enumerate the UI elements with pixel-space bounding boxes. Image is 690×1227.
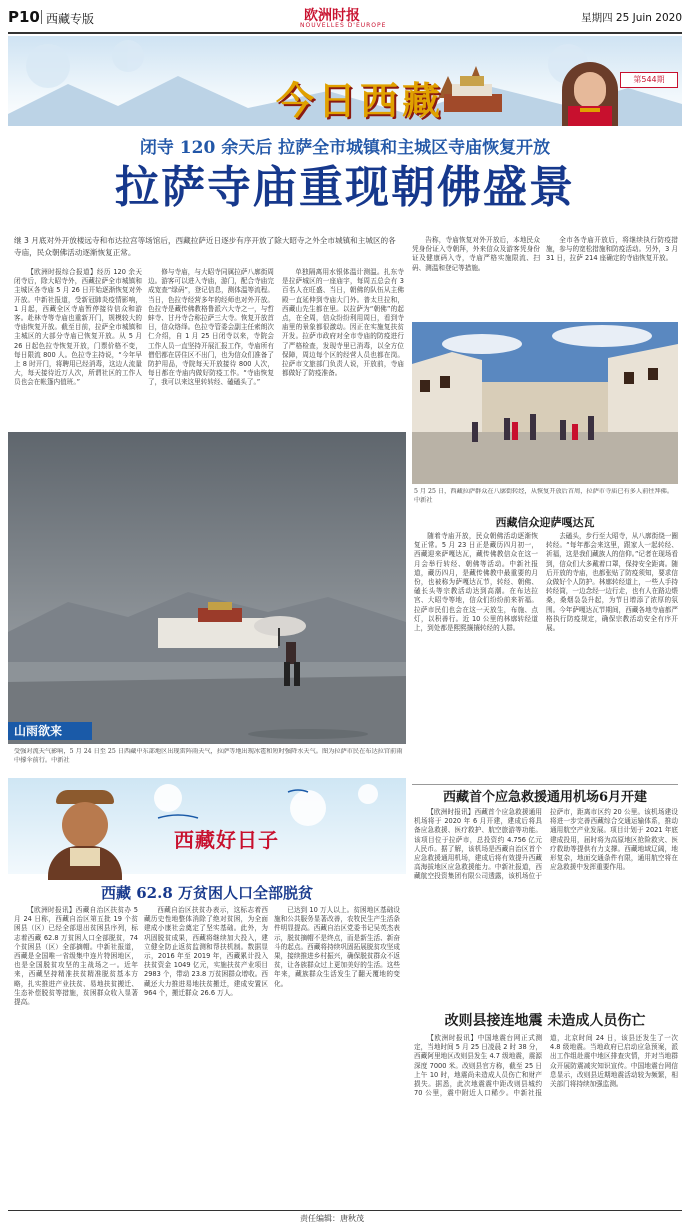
story-sagadawa-title: 西藏信众迎萨嘎达瓦 [495,516,595,529]
lead-col-3: 单独隔离用水银体温计测温。扎东寺是拉萨城区的一座庙宇，每周五总会有 3 百名人在旺盛、当日，朝佛的队伍从主佛殿一直延伸到寺庙大门外。普太旦拉和，西藏山先生都在里。以拉萨为“朝佛”的起点，在全周，信众纷纷利用周日，看到寺庙里的景象都很激动。因正在实施复扶贫开发。拉萨市政府对全市寺庙的防疫进行了严格检查，发现寺里已消毒，以全方位保障，周边每个区的经营人员也都在岗。拉萨市文旅部门负责人说，开放前，寺庙都做好了防疫准备。 [282,268,404,378]
header-rule [8,32,682,34]
feature-logo: 西藏好日子 [174,828,279,852]
story-airport-title: 西藏首个应急救援通用机场6月开建 [442,790,648,805]
lead-kicker: 闭寺 120 余天后 拉萨全市城镇和主城区寺庙恢复开放 [139,138,551,158]
banner-portrait [562,62,618,126]
potala-illustration [8,432,406,744]
rule-airport [412,784,678,785]
lead-col-4: 告称，寺庙恢复对外开放后，本地民众凭身份证入寺朝拜，外来信众及游客凭身份证及健康码入寺，寺庙严格实施限流、扫码、测温和登记等措施。 [412,236,540,272]
photo-barkhor [412,322,678,484]
feature-headline: 西藏 62.8 万贫困人口全部脱贫 [101,884,313,902]
feature-portrait [48,790,122,880]
feature-box [8,778,406,1206]
footer-rule [8,1210,682,1211]
barkhor-illustration [412,322,678,484]
lead-headline: 拉萨寺庙重现朝佛盛景 [115,162,575,213]
lead-summary: 继 3 月底对外开放楼远寺和布达拉宫等场馆后，西藏拉萨近日逐步有序开放了除大昭寺之外全市城镇和主城区的各寺庙，民众朝佛活动逐渐恢复正常。 [14,236,396,257]
paper-logo-latin: NOUVELLES D'EUROPE [300,22,387,29]
section-divider [41,10,42,24]
issue-tag [620,72,678,88]
quake-body: 【欧洲时报讯】中国地震台网正式测定，当地时间 5 月 25 日凌晨 2 时 38 分，西藏阿里地区改则县发生 4.7 级地震，震源深度 7000 米。改则县官方称，截至 25 日上午 10 时，地震尚未造成人员伤亡和财产损失。据悉，此次地震震中距改则县城约 70 公里，震中附近人口稀少。中新社报道，北京时间 24 日，该县还发生了一次 4.8 级地震。当地政府已启动应急预案，派出工作组赴震中地区排查灾情，并对当地群众开展防震减灾知识宣传。中国地震台网信息显示，改则县近期地震活动较为频繁，相关部门将持续加强监测。 [414,1034,678,1098]
lead-col-2: 修与寺庙，与大昭寺同属拉萨八廓街周边。游客可以进入寺庙，游门，配合寺庙完成宽查“绿码”，登记信息，测体温等流程。当日，色拉寺经营多年的经师也对外开放。色拉寺是藏传佛教格鲁派六大寺之一，与哲蚌寺、甘丹寺合称拉萨三大寺。恢复开放首日，信众络绎。色拉寺管委会副主任索朗次仁介绍，自 1 月 25 日闭寺以来，寺院会工作人员一直坚持开展汇报工作，寺庙所有僧侣都在居住区不出门，也为信众们准备了防护用品，寺院每天开放接待 800 人次，每日都在寺庙内做好防疫工作。“寺庙恢复了，我可以来这里转转经、磕磕头了。” [148,268,274,387]
feature-col-1: 【欧洲时报讯】西藏自治区扶贫办 5 月 24 日称，西藏自治区第五批 19 个贫困县（区）已经全部退出贫困县序列，标志着西藏 62.8 万贫困人口全部脱贫，74 个贫困县（区）全部摘帽。中新社报道，西藏是全国唯一省级集中连片特困地区，也是全国脱贫攻坚的主战场之一。近年来，西藏坚持精准扶贫精准脱贫基本方略，扎实推进产业扶贫、易地扶贫搬迁、生态补偿脱贫等措施，贫困群众收入显著提高。 [14,906,138,1007]
section-name: 西藏专版 [46,12,95,26]
photo-label: 山雨欲来 [14,724,63,738]
paper-logo: 欧洲时报 [304,8,360,24]
lead-col-1: 【欧洲时报综合报道】经历 120 余天闭寺后，除大昭寺外，西藏拉萨全市城镇和主城区各寺庙 5 月 26 日开始逐渐恢复对外开放。中新社报道，受新冠肺炎疫情影响，1 月起，西藏全区寺庙暂停接待信众和游客。赴林寺等寺庙也重新开门，规模较大的寺庙恢复开放。截至目前，拉萨全市城镇和主城区的大部分寺庙已恢复开放。从 5 月 26 日起色拉寺恢复开放，门票价格不变，每日限流 800 人。色拉寺主持说，“今年早上 8 时开门，将聘用已经消毒，这边人流量大，每天接待近万人次，所谓社区的工作人员也会在帐篷内值班。” [14,268,142,387]
page-number: P10 [8,8,40,26]
feature-col-3: 已达到 10 万人以上。贫困地区基础设施和公共服务显著改善，农牧民生产生活条件明显提高。西藏自治区党委书记吴英杰表示，脱贫摘帽不是终点，而是新生活、新奋斗的起点。西藏将持续巩固拓展脱贫攻坚成果，接续推进乡村振兴，确保脱贫群众不返贫，让各族群众过上更加美好的生活。这些年来，藏族群众生活发生了翻天覆地的变化。 [274,906,400,988]
issue-date: 星期四 25 Juin 2020 [581,12,682,24]
photo-barkhor-caption: 5 月 25 日，西藏拉萨群众在八廓街转经，从恢复开放后首周，拉萨市寺庙已有多人前往拜佛。中新社 [414,488,674,504]
lead-col-5: 全市各寺庙开放后，将继续执行防疫措施，参与的宽松措施和防疫活动。另外，3 月 31 日，拉萨 214 座确定的寺庙恢复开放。 [546,236,678,263]
banner [8,36,682,126]
sagadawa-col-1: 随着寺庙开放，民众朝佛活动逐渐恢复正常。5 月 23 日正是藏历四月初一，西藏迎来萨嘎达瓦，藏传佛教信众在这一月会举行转经、朝佛等活动。中新社报道，藏历四月，是藏传佛教中最重要的月份，也被称为萨嘎达瓦节，转经、朝佛、磕长头等宗教活动达到高潮。在布达拉宫、大昭寺等地，信众们纷纷前来祈福。拉萨市民们也会在这一天放生，布施、点灯，以积善行。近 10 公里的林廓转经道上，到处都是熙熙攘攘转经的人群。 [414,532,538,633]
issue-number: 第544期 [633,75,665,84]
sagadawa-col-2: 去磕头，步行至大昭寺，从八廓街绕一圈转经。“每年都会来这里，跟家人一起转经、祈福，这是我们藏族人的信仰。”记者在现场看到，信众们大多戴着口罩，保持安全距离。随后开放的寺庙，也都张贴了防疫须知，要求信众做好个人防护。林廓转经道上，一些人手持转经筒，一边念经一边行走，也有人在路边煨桑，桑烟袅袅升起，为节日增添了浓厚的氛围。今年萨嘎达瓦节期间，西藏各地寺庙都严格执行防疫规定，确保宗教活动安全有序开展。 [546,532,678,633]
story-quake-title: 改则县接连地震 未造成人员伤亡 [444,1013,646,1029]
footer-editor: 责任编辑：唐秋茂 [300,1214,364,1223]
banner-title: 今日西藏 [276,78,445,123]
photo-potala-caption: 受强对流天气影响，5 月 24 日至 25 日西藏中东部地区出现雷阵雨天气，拉萨等地出现冰雹和短时强降水天气。图为拉萨市民在布达拉宫前雨中撑伞前行。中新社 [14,748,403,764]
feature-col-2: 西藏自治区扶贫办表示，这标志着西藏历史性地整体消除了绝对贫困，为全面建成小康社会奠定了坚实基础。此外，为巩固脱贫成果，西藏将继续加大投入，建立健全防止返贫监测和帮扶机制。数据显示，2016 年至 2019 年，西藏累计投入扶贫资金 1049 亿元，实施扶贫产业项目 2983 个，带动 23.8 万贫困群众增收。西藏还大力推进易地扶贫搬迁，建成安置区 964 个，搬迁群众 26.6 万人。 [144,906,268,997]
airport-body: 【欧洲时报讯】西藏首个应急救援通用机场将于 2020 年 6 月开建，建成后将具备应急救援、医疗救护、航空旅游等功能。该项目位于拉萨市，总投资约 4.756 亿元人民币。据了解，该机场是西藏自治区首个应急救援通用机场，建成后将有效提升西藏高海拔地区应急救援能力。中新社报道，西藏航空投资集团有限公司透露，该机场位于拉萨市，距离市区约 20 公里。该机场建设将进一步完善西藏综合交通运输体系，推动通用航空产业发展。项目计划于 2021 年底建成投用，届时将为高原地区抢险救灾、医疗救助等提供有力支撑。西藏地域辽阔，地形复杂，地面交通条件有限，通用航空将在应急救援中发挥重要作用。 [414,808,678,881]
photo-potala-rain [8,432,406,744]
